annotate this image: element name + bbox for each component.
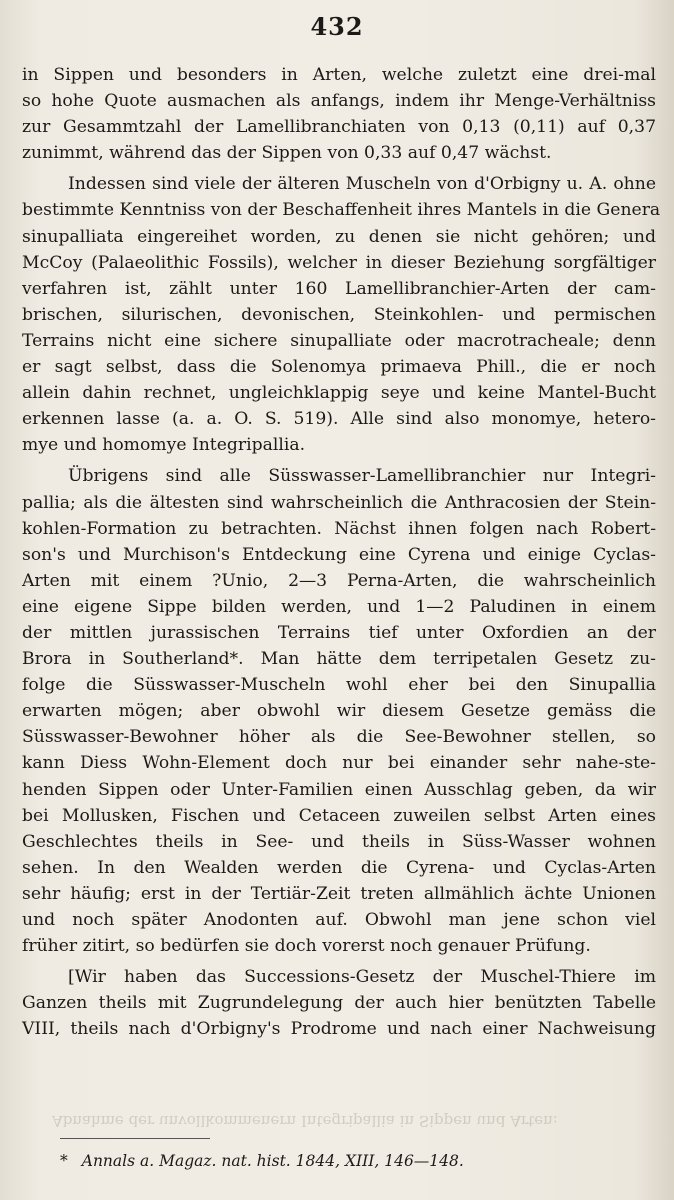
text-line: und noch später Anodonten auf. Obwohl man jene schon viel bbox=[22, 910, 656, 930]
text-line: Terrains nicht eine sichere sinupalliate oder macrotracheale; denn bbox=[22, 330, 656, 351]
text-line: verfahren ist, zählt unter 160 Lamellibranchier-Arten der cam- bbox=[22, 278, 656, 299]
paragraph-2 bbox=[22, 171, 661, 458]
text-line: Ganzen theils mit Zugrundelegung der auch hier benützten Tabelle bbox=[22, 993, 656, 1014]
text-line: VIII, theils nach d'Orbigny's Prodrome und nach einer Nachweisung bbox=[22, 1019, 656, 1040]
text-line: bestimmte Kenntniss von der Beschaffenheit ihres Mantels in die Genera bbox=[22, 200, 661, 221]
text-line: Brora in Southerland*. Man hätte dem terripetalen Gesetz zu- bbox=[22, 649, 656, 670]
text-line: Indessen sind viele der älteren Muscheln von d'Orbigny u. A. ohne bbox=[68, 174, 656, 195]
text-line: sehr häufig; erst in der Tertiär-Zeit treten allmählich ächte Unionen bbox=[22, 883, 656, 904]
paragraph-4 bbox=[22, 964, 656, 1042]
text-line: pallia; als die ältesten sind wahrscheinlich die Anthracosien der Stein- bbox=[22, 492, 656, 513]
text-line: er sagt selbst, dass die Solenomya primaeva Phill., die er noch bbox=[22, 357, 656, 378]
text-line: zunimmt, während das der Sippen von 0,33 auf 0,47 wächst. bbox=[22, 143, 552, 164]
text-line: Süsswasser-Bewohner höher als die See-Bewohner stellen, so bbox=[22, 727, 656, 748]
text-line: eine eigene Sippe bilden werden, und 1—2 Paludinen in einem bbox=[22, 596, 656, 617]
text-line: kohlen-Formation zu betrachten. Nächst ihnen folgen nach Robert- bbox=[22, 518, 656, 539]
text-line: folge die Süsswasser-Muscheln wohl eher bei den Sinupallia bbox=[22, 675, 656, 696]
bleed-through-text: Abnahme der unvollkommenern Integripallia in Sippen und Arten: bbox=[52, 1112, 558, 1130]
text-line: [Wir haben das Successions-Gesetz der Muschel-Thiere im bbox=[68, 967, 656, 988]
text-line: allein dahin rechnet, ungleichklappig seye und keine Mantel-Bucht bbox=[22, 383, 656, 404]
text-line: henden Sippen oder Unter-Familien einen Ausschlag geben, da wir bbox=[22, 779, 656, 800]
text-line: sehen. In den Wealden werden die Cyrena- und Cyclas-Arten bbox=[22, 857, 656, 878]
text-line: Geschlechtes theils in See- und theils in Süss-Wasser wohnen bbox=[22, 831, 656, 852]
text-line: son's und Murchison's Entdeckung eine Cyrena und einige Cyclas- bbox=[22, 544, 656, 565]
text-line: erkennen lasse (a. a. O. S. 519). Alle sind also monomye, hetero- bbox=[22, 409, 656, 430]
footnote-mark: * bbox=[60, 1152, 68, 1170]
text-line: in Sippen und besonders in Arten, welche zuletzt eine drei-mal bbox=[22, 65, 656, 85]
text-line: erwarten mögen; aber obwohl wir diesem Gesetze gemäss die bbox=[22, 701, 656, 722]
text-line: brischen, silurischen, devonischen, Steinkohlen- und permischen bbox=[22, 304, 656, 325]
text-line: Übrigens sind alle Süsswasser-Lamellibranchier nur Integri- bbox=[68, 466, 656, 487]
text-line: bei Mollusken, Fischen und Cetaceen zuweilen selbst Arten eines bbox=[22, 805, 656, 826]
paragraph-1 bbox=[22, 62, 656, 166]
footnote-divider bbox=[60, 1138, 210, 1139]
paragraph-3 bbox=[22, 463, 656, 959]
text-line: mye und homomye Integripallia. bbox=[22, 435, 306, 456]
text-line: zur Gesammtzahl der Lamellibranchiaten von 0,13 (0,11) auf 0,37 bbox=[22, 117, 656, 138]
text-line: so hohe Quote ausmachen als anfangs, indem ihr Menge-Verhältniss bbox=[22, 91, 656, 112]
text-line: früher zitirt, so bedürfen sie doch vorerst noch genauer Prüfung. bbox=[22, 936, 591, 957]
text-line: Arten mit einem ?Unio, 2—3 Perna-Arten, die wahrscheinlich bbox=[22, 570, 656, 591]
text-line: der mittlen jurassischen Terrains tief unter Oxfordien an der bbox=[22, 622, 656, 643]
text-line: McCoy (Palaeolithic Fossils), welcher in dieser Beziehung sorgfältiger bbox=[22, 252, 656, 273]
page-number: 432 bbox=[310, 12, 364, 41]
text-line: kann Diess Wohn-Element doch nur bei einander sehr nahe-ste- bbox=[22, 753, 656, 774]
body-text bbox=[22, 62, 661, 1047]
footnote-text: Annals a. Magaz. nat. hist. 1844, XIII, 146—148. bbox=[81, 1152, 464, 1170]
text-line: sinupalliata eingereihet worden, zu denen sie nicht gehören; und bbox=[22, 226, 656, 247]
footnote bbox=[60, 1152, 620, 1170]
